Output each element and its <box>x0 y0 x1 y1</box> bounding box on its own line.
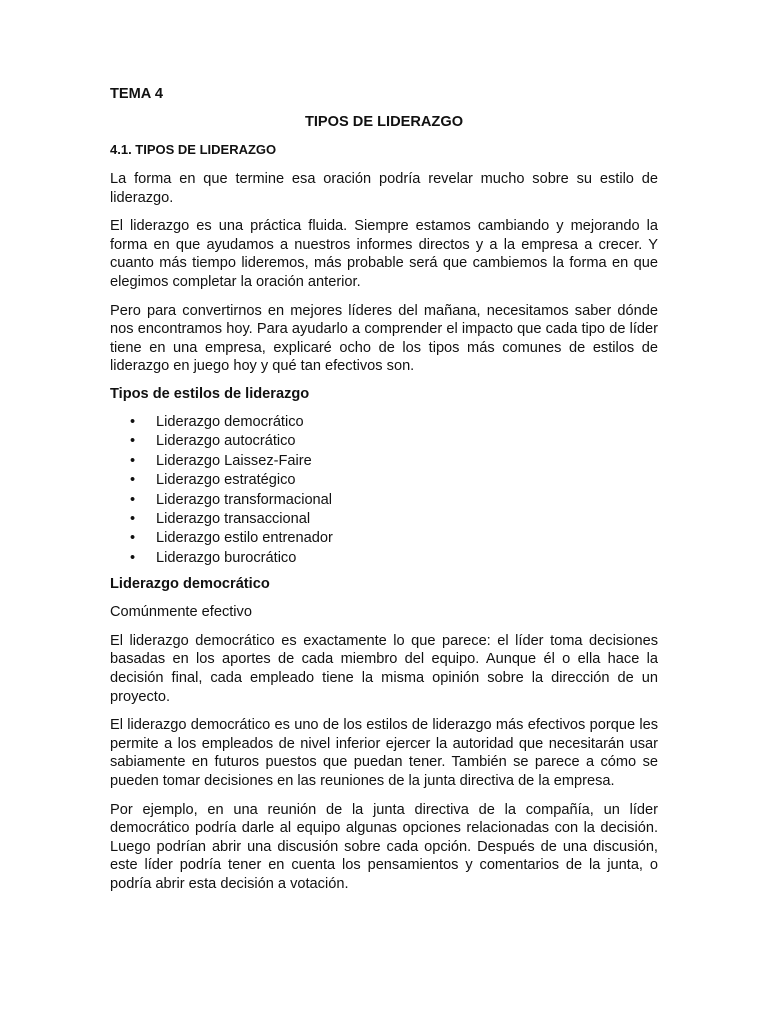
democratic-paragraph: El liderazgo democrático es exactamente lo que parece: el líder toma decisiones basadas en los aportes de cada miembro del equipo. Aunque él o ella hace la decisión final, cada empleado tiene la misma opinión sobre la dirección de un proyecto. <box>110 632 658 705</box>
democratic-subtitle: Comúnmente efectivo <box>110 604 252 621</box>
intro-paragraph: La forma en que termine esa oración podría revelar mucho sobre su estilo de liderazgo. <box>110 171 658 206</box>
bullet-icon: • <box>130 452 136 469</box>
tema-label: TEMA 4 <box>110 86 163 102</box>
list-item-label: Liderazgo estilo entrenador <box>156 530 333 547</box>
list-item <box>110 549 658 568</box>
list-item-label: Liderazgo Laissez-Faire <box>156 452 312 469</box>
bullet-icon: • <box>130 549 136 566</box>
leadership-types-list <box>110 413 658 568</box>
list-item <box>110 491 658 510</box>
document-page <box>110 86 658 904</box>
democratic-paragraph: Por ejemplo, en una reunión de la junta directiva de la compañía, un líder democrático podría darle al equipo algunas opciones relacionadas con la decisión. Luego podrían abrir una discusión sobre cada opción. Después de una discusión, este líder podría tener en cuenta los pensamientos y comentarios de la junta, o podría abrir esta decisión a votación. <box>110 801 658 892</box>
bullet-icon: • <box>130 510 136 527</box>
intro-paragraph: El liderazgo es una práctica fluida. Siempre estamos cambiando y mejorando la forma en que ayudamos a nuestros informes directos y a la empresa a crecer. Y cuanto más tiempo lideremos, más probable será que cambiemos la forma en que elegimos completar la oración anterior. <box>110 218 658 290</box>
list-item <box>110 413 658 432</box>
bullet-icon: • <box>130 433 136 450</box>
democratic-paragraph: El liderazgo democrático es uno de los estilos de liderazgo más efectivos porque les permite a los empleados de nivel inferior ejercer la autoridad que necesitarán usar sabiamente en futuros puestos que puedan tener. También se parece a cómo se pueden tomar decisiones en las reuniones de la junta directiva de la empresa. <box>110 717 658 789</box>
bullet-icon: • <box>130 491 136 508</box>
section-heading: 4.1. TIPOS DE LIDERAZGO <box>110 142 277 157</box>
bullet-icon: • <box>130 413 136 430</box>
list-heading: Tipos de estilos de liderazgo <box>110 385 310 402</box>
list-item-label: Liderazgo transformacional <box>156 491 333 508</box>
page-title: TIPOS DE LIDERAZGO <box>304 114 464 130</box>
list-item-label: Liderazgo transaccional <box>156 510 311 527</box>
democratic-heading: Liderazgo democrático <box>110 576 270 593</box>
list-item-label: Liderazgo estratégico <box>156 472 296 489</box>
list-item-label: Liderazgo democrático <box>156 413 304 430</box>
list-item <box>110 529 658 548</box>
list-item <box>110 510 658 529</box>
list-item-label: Liderazgo burocrático <box>156 549 297 566</box>
list-item <box>110 471 658 490</box>
bullet-icon: • <box>130 530 136 547</box>
list-item-label: Liderazgo autocrático <box>156 433 296 450</box>
list-item <box>110 432 658 451</box>
bullet-icon: • <box>130 472 136 489</box>
intro-paragraph: Pero para convertirnos en mejores líderes del mañana, necesitamos saber dónde nos encontramos hoy. Para ayudarlo a comprender el impacto que cada tipo de líder tiene en una empresa, explicaré ocho de los tipos más comunes de estilos de liderazgo en juego hoy y qué tan efectivos son. <box>110 302 658 375</box>
list-item <box>110 452 658 471</box>
